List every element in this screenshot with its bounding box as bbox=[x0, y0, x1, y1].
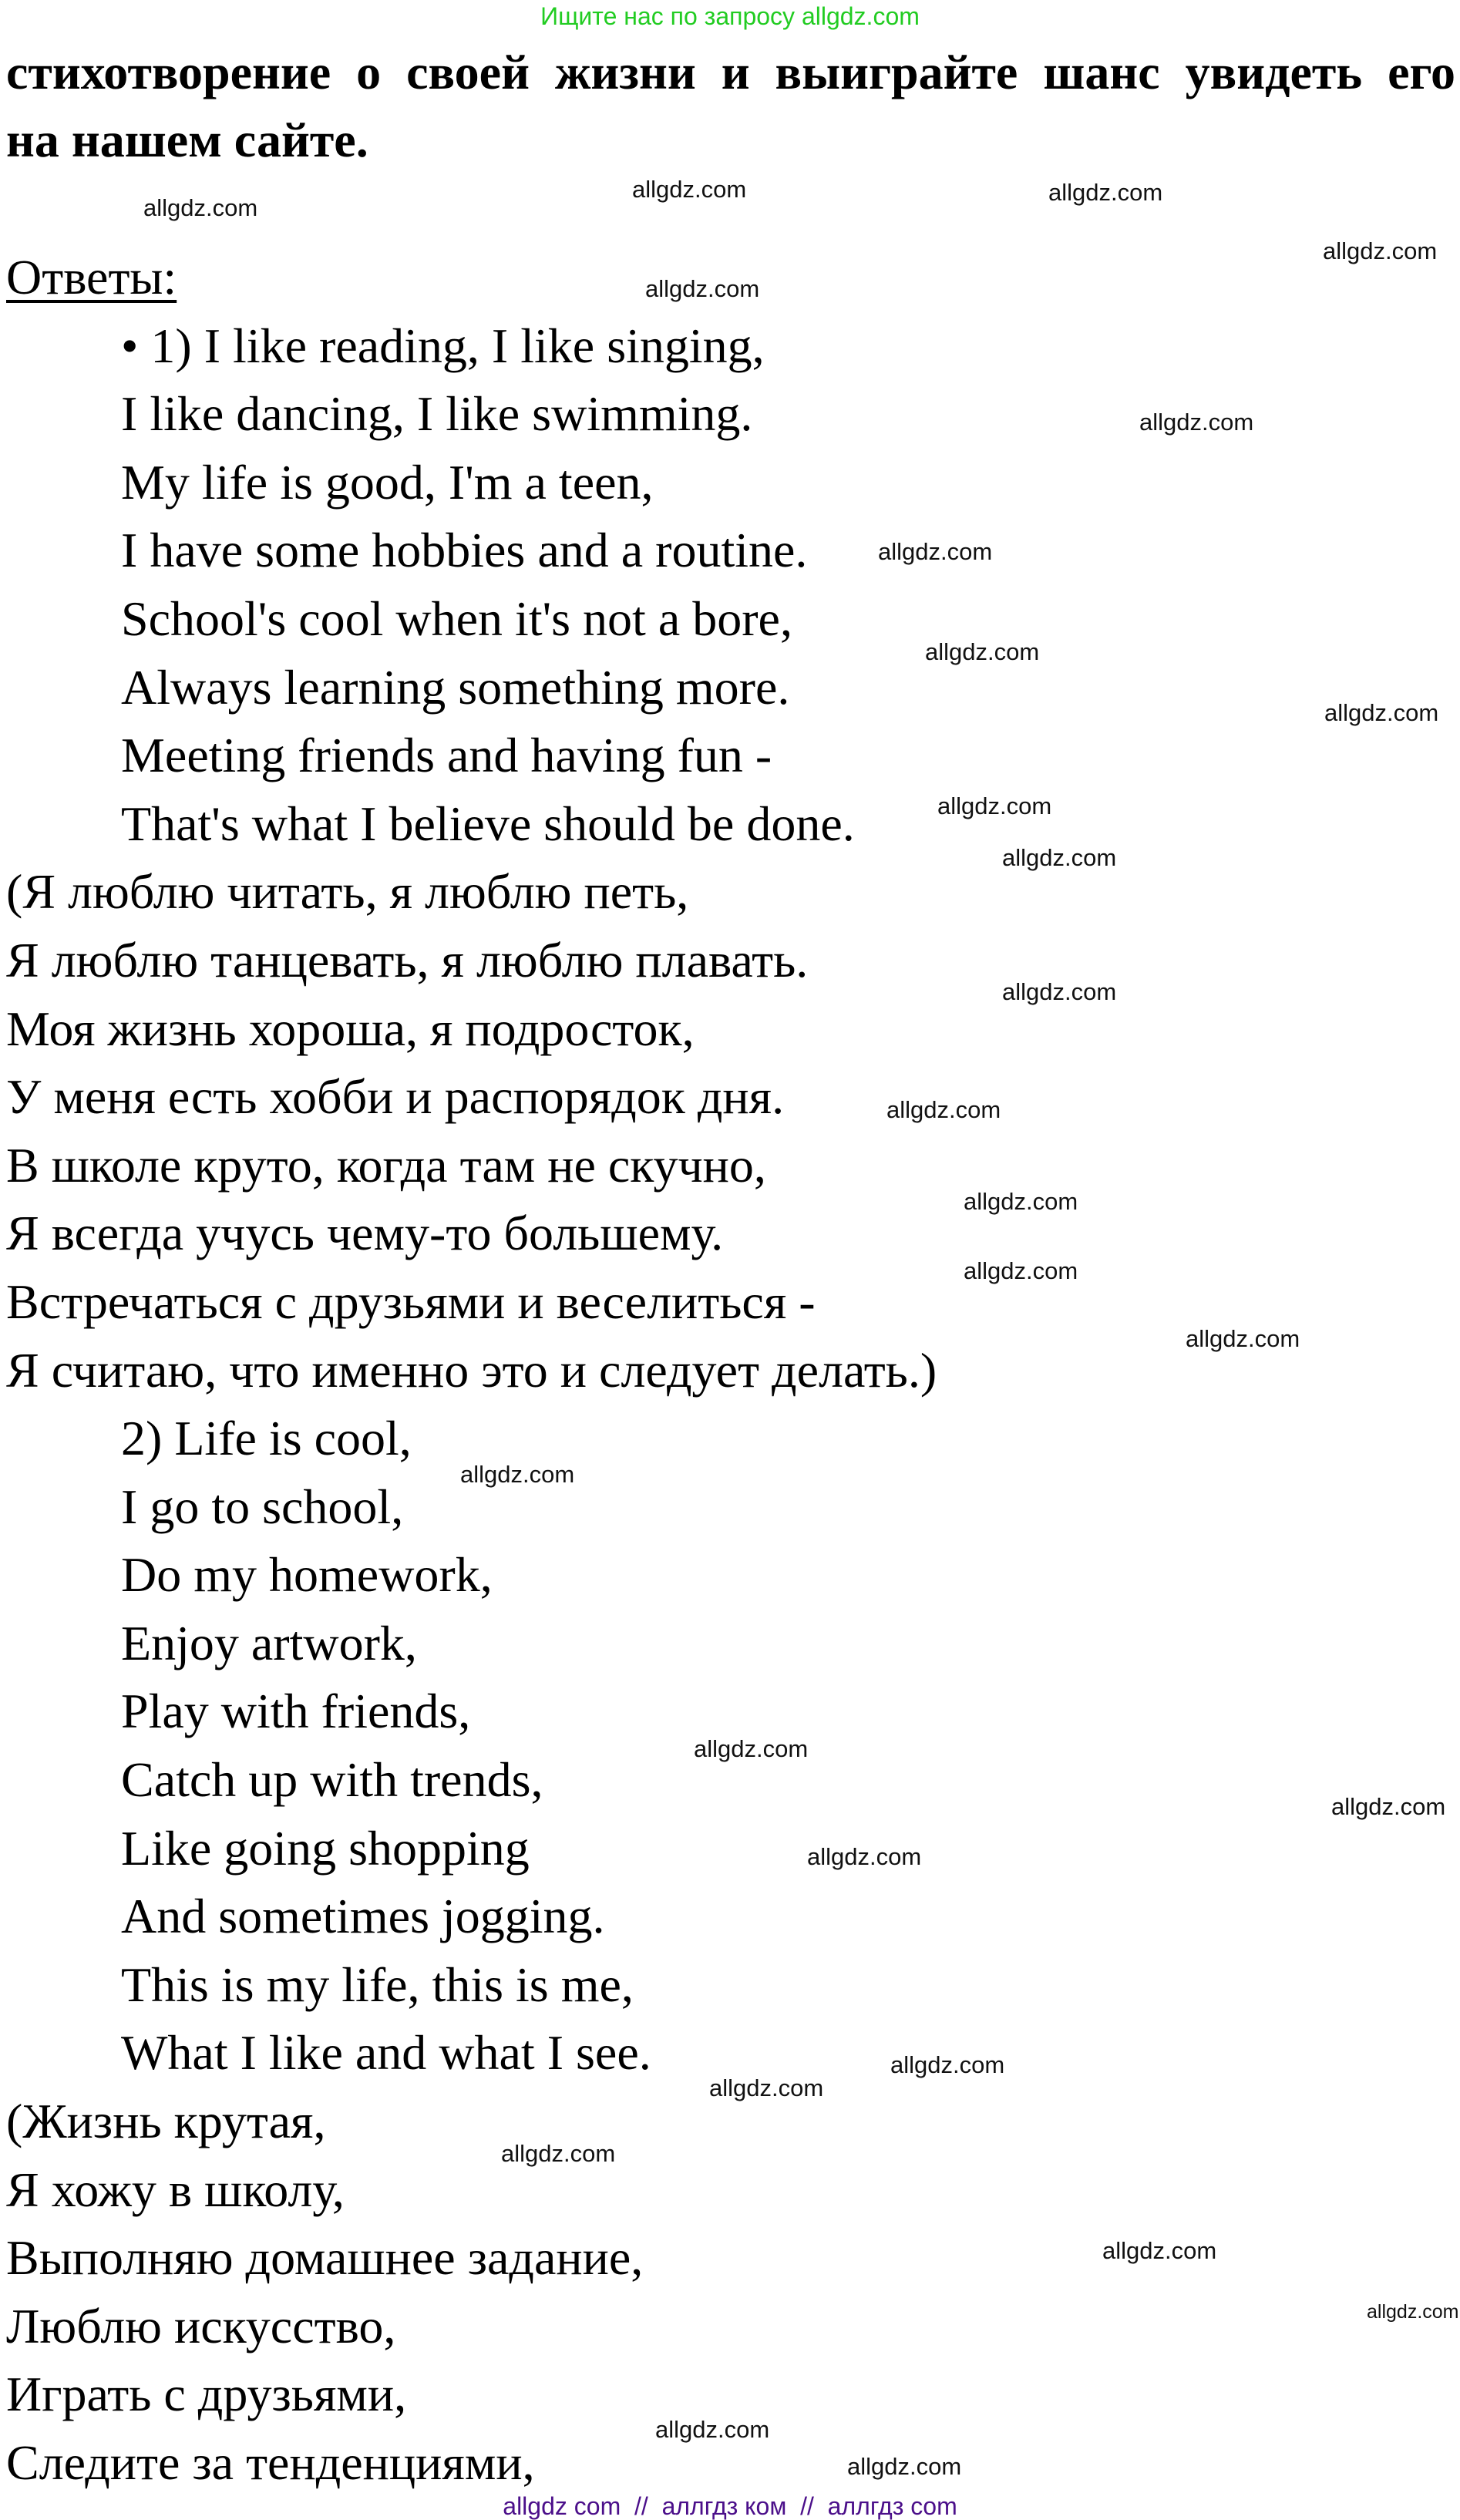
watermark: allgdz.com bbox=[1367, 2301, 1459, 2323]
translation-line: Встречаться с друзьями и веселиться - bbox=[6, 1273, 816, 1329]
translation-line: В школе круто, когда там не скучно, bbox=[6, 1137, 766, 1193]
poem-line: School's cool when it's not a bore, bbox=[121, 590, 792, 646]
watermark: allgdz.com bbox=[886, 1096, 1001, 1123]
watermark: allgdz.com bbox=[460, 1461, 575, 1488]
watermark: allgdz.com bbox=[655, 2416, 770, 2443]
poem-line: Catch up with trends, bbox=[121, 1752, 543, 1808]
poem-line: Meeting friends and having fun - bbox=[121, 728, 772, 783]
footer-watermark: allgdz com // аллгдз ком // аллгдз com bbox=[503, 2492, 957, 2520]
poem-line: My life is good, I'm a teen, bbox=[121, 454, 654, 510]
watermark: allgdz.com bbox=[1324, 699, 1439, 726]
poem-line: Like going shopping bbox=[121, 1820, 530, 1876]
translation-line: Я всегда учусь чему-то большему. bbox=[6, 1206, 724, 1261]
poem-line: And sometimes jogging. bbox=[121, 1889, 605, 1944]
watermark: allgdz.com bbox=[1002, 978, 1117, 1005]
watermark: allgdz.com bbox=[1331, 1793, 1446, 1820]
watermark: allgdz.com bbox=[694, 1735, 809, 1762]
poem-line: I have some hobbies and a routine. bbox=[121, 523, 808, 578]
poem-line: • 1) I like reading, I like singing, bbox=[121, 318, 765, 373]
watermark: allgdz.com bbox=[143, 194, 258, 221]
task-heading bbox=[6, 39, 1455, 174]
poem-line: I go to school, bbox=[121, 1479, 404, 1534]
watermark: allgdz.com bbox=[890, 2051, 1005, 2078]
poem-line: Enjoy artwork, bbox=[121, 1615, 417, 1670]
heading-line: стихотворение о своей жизни и выиграйте шанс увидеть его bbox=[6, 45, 1455, 99]
poem-line: I like dancing, I like swimming. bbox=[121, 386, 753, 442]
translation-line: Моя жизнь хороша, я подросток, bbox=[6, 1001, 695, 1056]
watermark: allgdz.com bbox=[1048, 179, 1163, 206]
translation-line: Выполняю домашнее задание, bbox=[6, 2230, 644, 2286]
watermark: allgdz.com bbox=[645, 275, 760, 302]
watermark: allgdz.com bbox=[1323, 237, 1438, 264]
translation-line: Я считаю, что именно это и следует делать.) bbox=[6, 1342, 937, 1398]
watermark: allgdz.com bbox=[964, 1188, 1078, 1215]
poem-line: Play with friends, bbox=[121, 1684, 471, 1739]
poem-line: That's what I believe should be done. bbox=[121, 796, 855, 851]
watermark: allgdz.com bbox=[1139, 409, 1254, 436]
answer-body bbox=[0, 244, 1460, 2498]
watermark: allgdz.com bbox=[709, 2074, 824, 2101]
watermark: allgdz.com bbox=[847, 2453, 962, 2480]
poem-line: Do my homework, bbox=[121, 1547, 493, 1603]
poem-line: Always learning something more. bbox=[121, 659, 790, 715]
watermark: allgdz.com bbox=[807, 1843, 922, 1870]
watermark: allgdz.com bbox=[1102, 2237, 1217, 2264]
answers-label-line bbox=[6, 244, 177, 312]
poem-line: This is my life, this is me, bbox=[121, 1956, 634, 2012]
translation-line: Следите за тенденциями, bbox=[6, 2435, 535, 2490]
poem-line: 2) Life is cool, bbox=[121, 1411, 412, 1466]
watermark: allgdz.com bbox=[937, 792, 1052, 819]
translation-line: Я хожу в школу, bbox=[6, 2162, 345, 2217]
heading-line: на нашем сайте. bbox=[6, 113, 368, 167]
poem-line: What I like and what I see. bbox=[121, 2025, 651, 2081]
translation-line: Я люблю танцевать, я люблю плавать. bbox=[6, 932, 809, 987]
translation-line: Люблю искусство, bbox=[6, 2298, 396, 2353]
watermark: allgdz.com bbox=[1186, 1325, 1300, 1352]
watermark: allgdz.com bbox=[878, 538, 993, 565]
translation-line: У меня есть хобби и распорядок дня. bbox=[6, 1069, 785, 1125]
search-hint-banner: Ищите нас по запросу allgdz.com bbox=[540, 2, 920, 30]
translation-line: Играть с друзьями, bbox=[6, 2367, 407, 2422]
watermark: allgdz.com bbox=[1002, 844, 1117, 871]
watermark: allgdz.com bbox=[632, 176, 747, 203]
watermark: allgdz.com bbox=[925, 638, 1040, 665]
answers-label: Ответы: bbox=[6, 250, 177, 304]
watermark: allgdz.com bbox=[964, 1257, 1078, 1284]
translation-line: (Жизнь крутая, bbox=[6, 2094, 326, 2149]
translation-line: (Я люблю читать, я люблю петь, bbox=[6, 864, 689, 920]
watermark: allgdz.com bbox=[501, 2140, 616, 2167]
